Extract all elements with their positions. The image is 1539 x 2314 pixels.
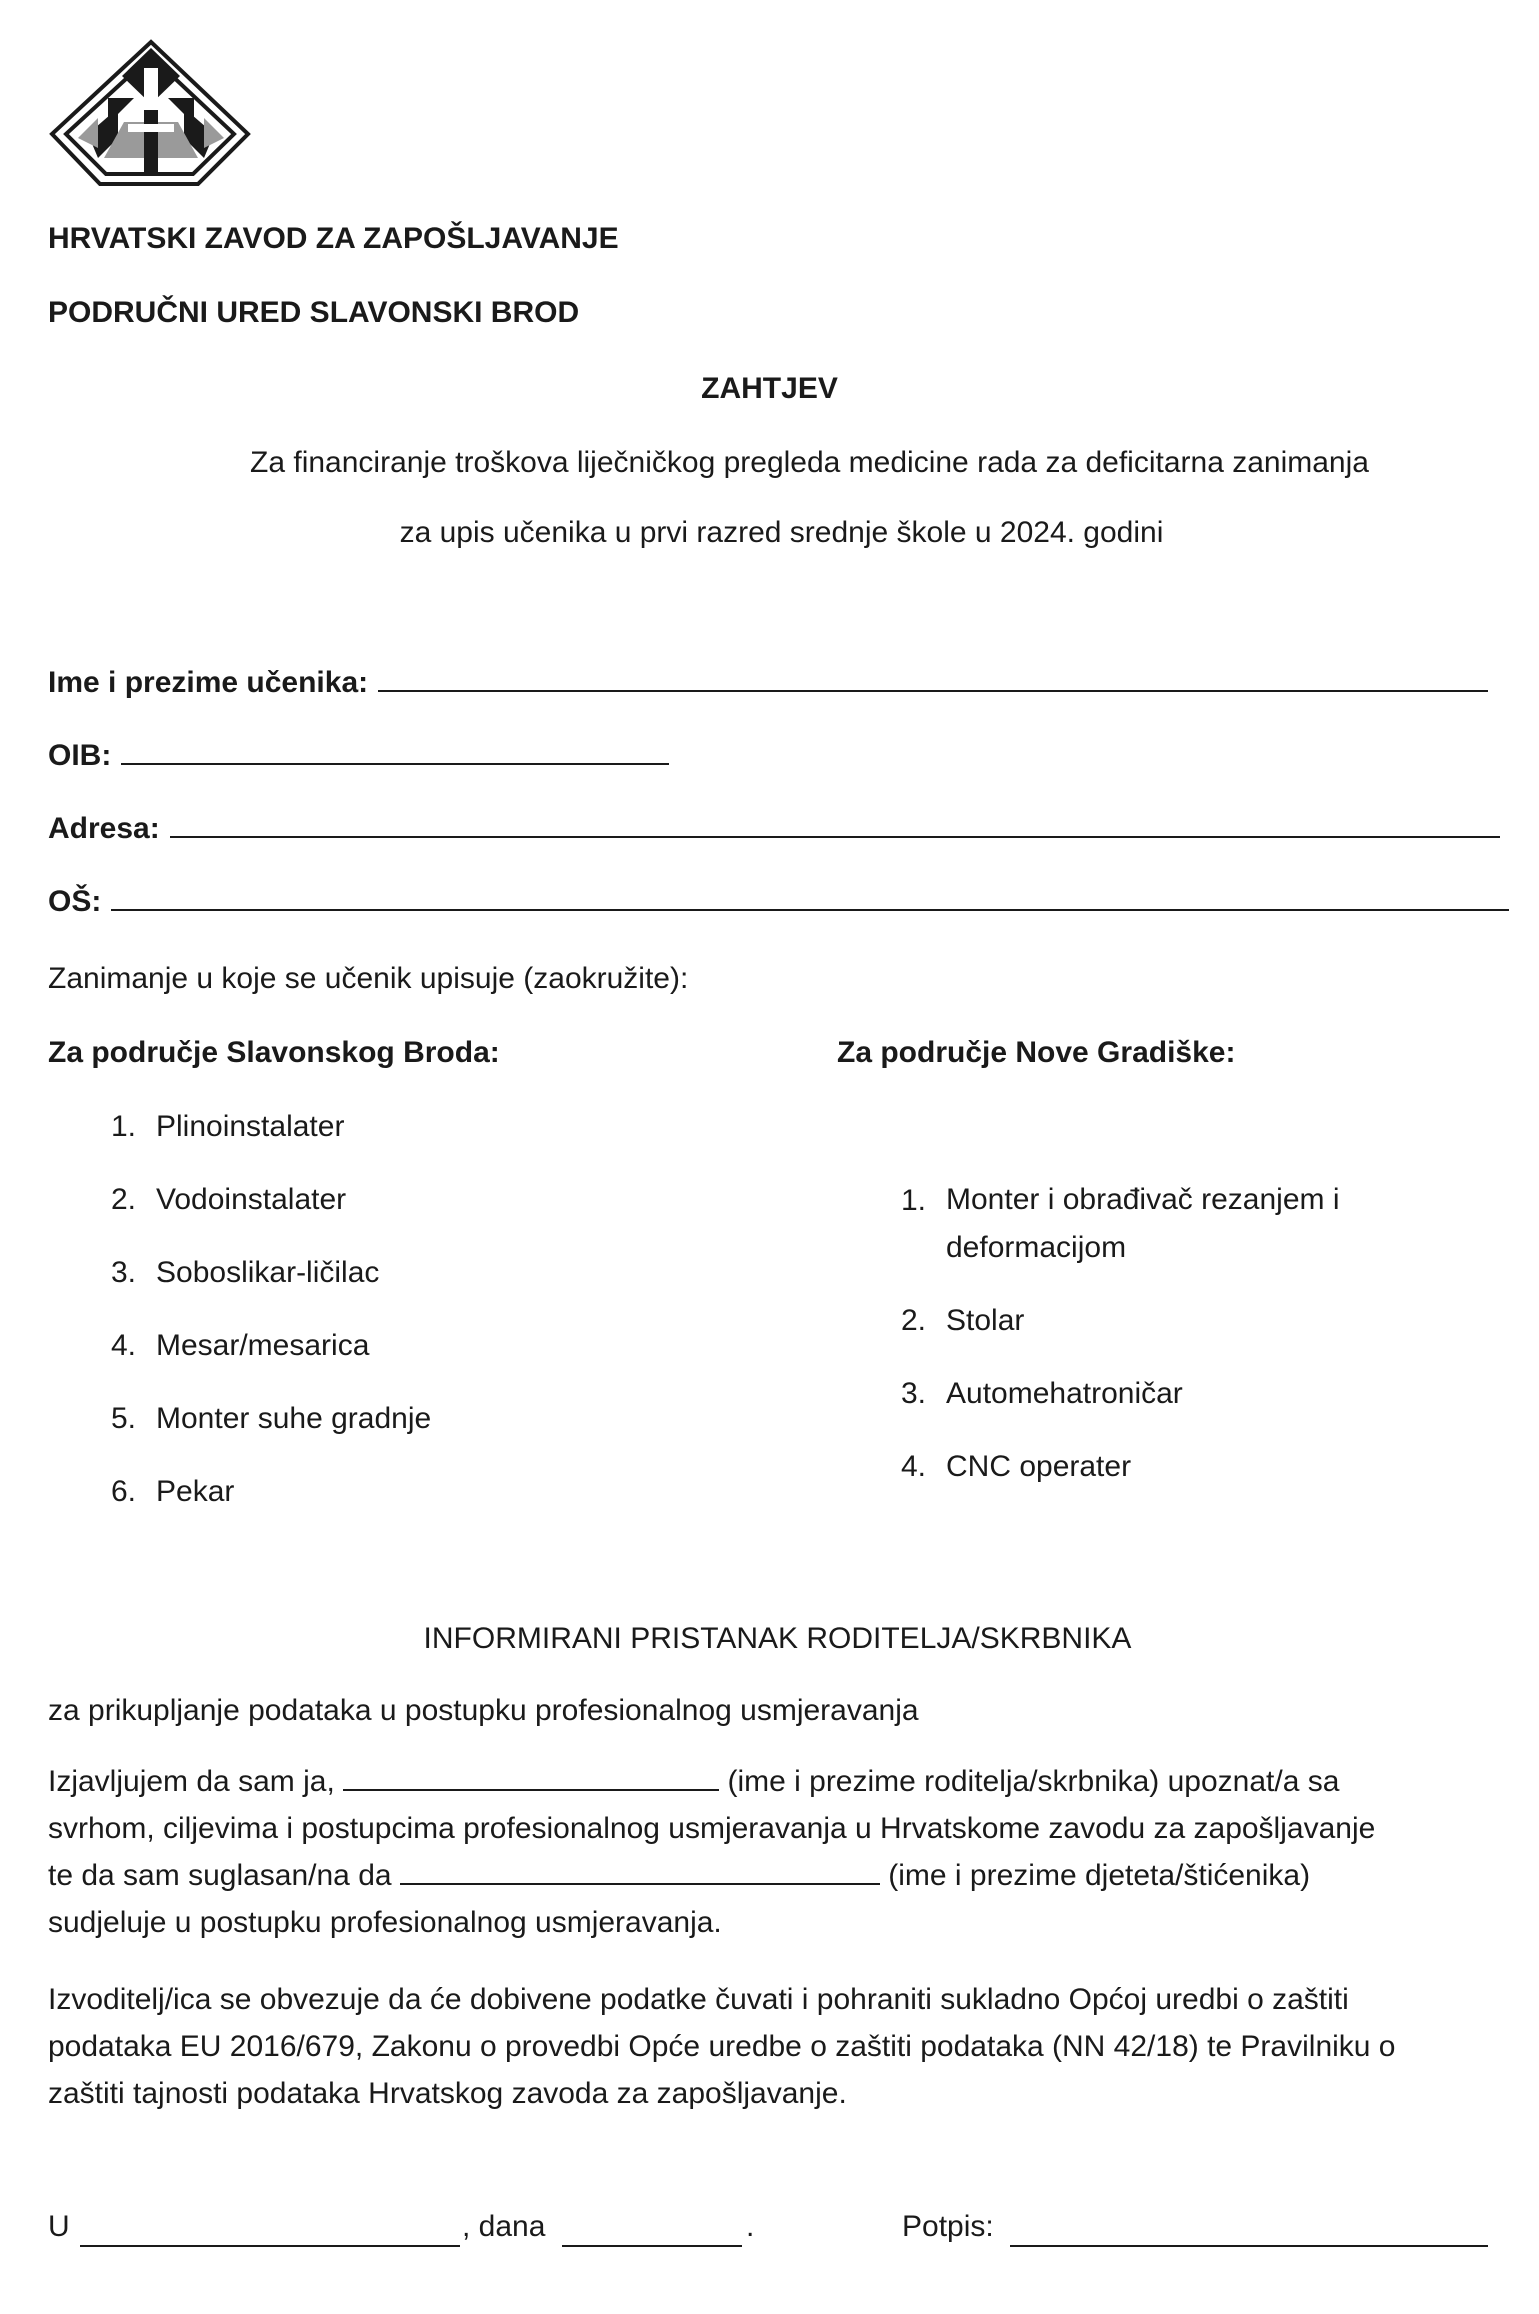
address-line[interactable] <box>170 835 1500 838</box>
list-item[interactable] <box>78 1110 344 1144</box>
school-field[interactable] <box>48 879 1509 919</box>
list-item-label: CNC operater <box>946 1450 1132 1483</box>
address-field[interactable] <box>48 806 1500 846</box>
school-line[interactable] <box>111 908 1509 911</box>
consent-p1-start: Izjavljujem da sam ja, <box>48 1765 335 1798</box>
consent-subtitle: za prikupljanje podataka u postupku profesionalnog usmjeravanja <box>48 1694 919 1727</box>
request-title: ZAHTJEV <box>701 372 838 405</box>
organization-name: HRVATSKI ZAVOD ZA ZAPOŠLJAVANJE <box>48 222 619 255</box>
list-item-label: Monter suhe gradnje <box>156 1402 432 1435</box>
oib-field[interactable] <box>48 733 669 773</box>
date-line[interactable] <box>562 2244 742 2247</box>
address-label: Adresa: <box>48 812 160 845</box>
list-item-number: 4. <box>110 1329 136 1362</box>
request-subtitle-line2: za upis učenika u prvi razred srednje škole u 2024. godini <box>399 516 1164 549</box>
consent-paragraph-1 <box>48 1758 1498 1946</box>
list-item-label: Vodoinstalater <box>156 1183 347 1216</box>
signature-line[interactable] <box>1010 2244 1488 2247</box>
nova-gradiska-heading: Za područje Nove Gradiške: <box>837 1036 1236 1069</box>
parent-name-blank[interactable] <box>343 1761 719 1791</box>
consent-p2-line1: Izvoditelj/ica se obvezuje da će dobivene podatke čuvati i pohraniti sukladno Općoj uredbi o zaštiti <box>48 1983 1349 2016</box>
consent-title: INFORMIRANI PRISTANAK RODITELJA/SKRBNIKA <box>423 1622 1132 1655</box>
date-label: , dana <box>462 2210 546 2243</box>
list-item-label: Mesar/mesarica <box>156 1329 370 1362</box>
list-item-label: Automehatroničar <box>946 1377 1183 1410</box>
hzz-logo <box>48 38 254 188</box>
student-name-line[interactable] <box>378 689 1488 692</box>
list-item-number: 5. <box>110 1402 136 1435</box>
list-item[interactable] <box>868 1450 1131 1484</box>
list-item-label: Soboslikar-ličilac <box>156 1256 380 1289</box>
child-name-blank[interactable] <box>400 1855 880 1885</box>
list-item-label: Plinoinstalater <box>156 1110 345 1143</box>
place-prefix: U <box>48 2210 70 2243</box>
date-end: . <box>746 2210 755 2243</box>
list-item[interactable] <box>78 1183 346 1217</box>
oib-line[interactable] <box>121 762 669 765</box>
student-name-field[interactable] <box>48 660 1488 700</box>
request-subtitle-line1: Za financiranje troškova liječničkog pregleda medicine rada za deficitarna zanimanja <box>250 446 1369 479</box>
consent-p1-line2: svrhom, ciljevima i postupcima profesionalnog usmjeravanja u Hrvatskome zavodu za zapošljavanje <box>48 1812 1376 1845</box>
place-line[interactable] <box>80 2244 460 2247</box>
school-label: OŠ: <box>48 885 102 918</box>
signature-label: Potpis: <box>902 2210 994 2243</box>
office-name: PODRUČNI URED SLAVONSKI BROD <box>48 296 580 329</box>
list-item-number: 1. <box>110 1110 136 1143</box>
consent-p1-child-hint: (ime i prezime djeteta/štićenika) <box>888 1859 1311 1892</box>
list-item-label: Stolar <box>946 1304 1025 1337</box>
consent-p2-line2: podataka EU 2016/679, Zakonu o provedbi Opće uredbe o zaštiti podataka (NN 42/18) te Pravilniku o <box>48 2030 1396 2063</box>
list-item-label: Pekar <box>156 1475 235 1508</box>
list-item-number: 1. <box>900 1184 926 1217</box>
consent-p1-agree: te da sam suglasan/na da <box>48 1859 392 1892</box>
consent-p1-line4: sudjeluje u postupku profesionalnog usmjeravanja. <box>48 1906 722 1939</box>
list-item[interactable] <box>78 1256 379 1290</box>
occupation-instruction: Zanimanje u koje se učenik upisuje (zaokružite): <box>48 962 689 995</box>
list-item-label: Monter i obrađivač rezanjem i <box>946 1183 1340 1216</box>
list-item-number: 4. <box>900 1450 926 1483</box>
slavonski-brod-heading: Za područje Slavonskog Broda: <box>48 1036 500 1069</box>
consent-paragraph-2 <box>48 1976 1498 2117</box>
consent-p1-parent-hint: (ime i prezime roditelja/skrbnika) upoznat/a sa <box>727 1765 1340 1798</box>
list-item-label-continued: deformacijom <box>946 1231 1127 1264</box>
list-item[interactable] <box>868 1304 1024 1338</box>
student-name-label: Ime i prezime učenika: <box>48 666 369 699</box>
list-item[interactable] <box>78 1475 234 1509</box>
list-item-number: 6. <box>110 1475 136 1508</box>
oib-label: OIB: <box>48 739 112 772</box>
list-item-number: 3. <box>900 1377 926 1410</box>
list-item[interactable] <box>868 1377 1183 1411</box>
list-item[interactable] <box>868 1184 1340 1272</box>
list-item[interactable] <box>78 1329 369 1363</box>
list-item[interactable] <box>78 1402 431 1436</box>
consent-p2-line3: zaštiti tajnosti podataka Hrvatskog zavoda za zapošljavanje. <box>48 2077 847 2110</box>
list-item-number: 2. <box>110 1183 136 1216</box>
list-item-number: 2. <box>900 1304 926 1337</box>
list-item-number: 3. <box>110 1256 136 1289</box>
